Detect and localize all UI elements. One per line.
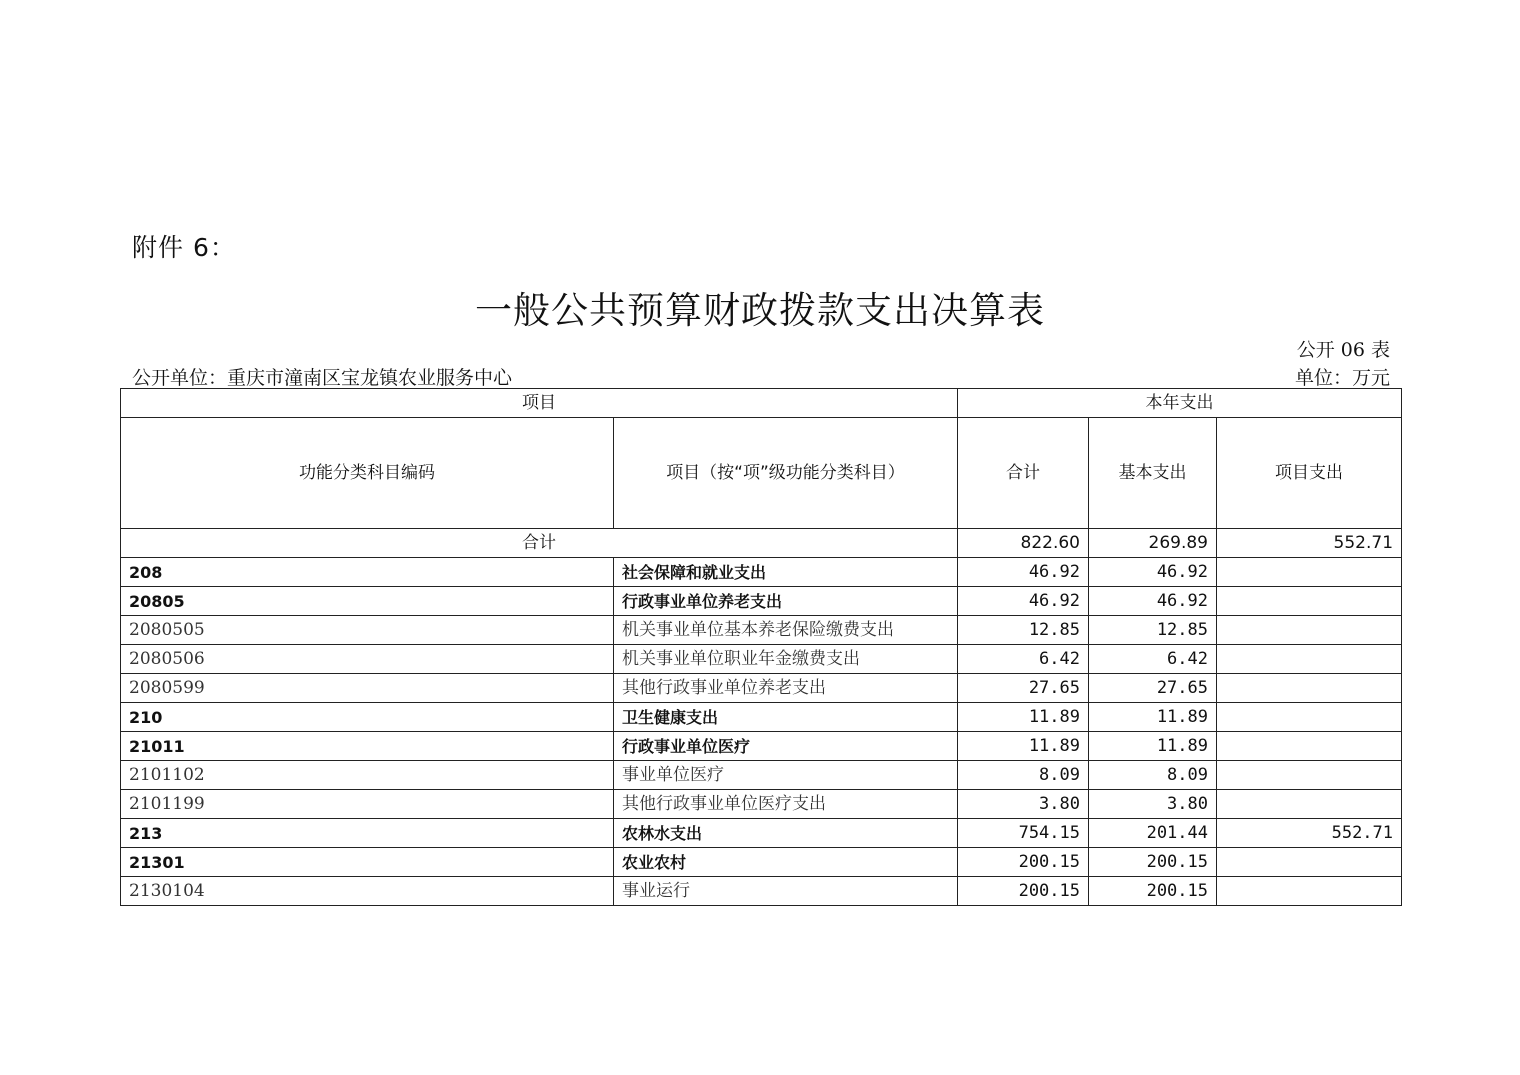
cell-code: 2101199	[121, 790, 614, 819]
table-row	[121, 877, 1402, 906]
cell-code: 210	[121, 703, 614, 732]
cell-project	[1217, 616, 1402, 645]
cell-project	[1217, 732, 1402, 761]
table-number: 公开 06 表	[1296, 339, 1390, 361]
cell-code: 21011	[121, 732, 614, 761]
expenditure-table	[120, 388, 1402, 906]
cell-basic: 27.65	[1089, 674, 1217, 703]
cell-code: 208	[121, 558, 614, 587]
cell-total: 8.09	[958, 761, 1089, 790]
cell-name: 行政事业单位医疗	[614, 732, 958, 761]
cell-total: 6.42	[958, 645, 1089, 674]
cell-name: 其他行政事业单位医疗支出	[614, 790, 958, 819]
cell-code: 213	[121, 819, 614, 848]
cell-name: 其他行政事业单位养老支出	[614, 674, 958, 703]
cell-project	[1217, 703, 1402, 732]
cell-total: 12.85	[958, 616, 1089, 645]
cell-code: 2080506	[121, 645, 614, 674]
total-label: 合计	[121, 529, 958, 558]
header-name: 项目（按“项”级功能分类科目）	[614, 418, 958, 529]
cell-basic: 6.42	[1089, 645, 1217, 674]
cell-basic: 200.15	[1089, 877, 1217, 906]
cell-name: 农业农村	[614, 848, 958, 877]
cell-project	[1217, 761, 1402, 790]
cell-basic: 46.92	[1089, 587, 1217, 616]
cell-basic: 12.85	[1089, 616, 1217, 645]
cell-name: 农林水支出	[614, 819, 958, 848]
table-row	[121, 819, 1402, 848]
cell-code: 21301	[121, 848, 614, 877]
header-code: 功能分类科目编码	[121, 418, 614, 529]
cell-total: 200.15	[958, 848, 1089, 877]
cell-name: 机关事业单位职业年金缴费支出	[614, 645, 958, 674]
cell-project	[1217, 558, 1402, 587]
cell-total: 46.92	[958, 558, 1089, 587]
header-basic: 基本支出	[1089, 418, 1217, 529]
cell-total: 3.80	[958, 790, 1089, 819]
cell-project	[1217, 645, 1402, 674]
table-row	[121, 645, 1402, 674]
table-row	[121, 790, 1402, 819]
cell-name: 机关事业单位基本养老保险缴费支出	[614, 616, 958, 645]
currency-unit: 单位：万元	[1294, 367, 1390, 389]
cell-project: 552.71	[1217, 819, 1402, 848]
cell-total: 11.89	[958, 703, 1089, 732]
cell-basic: 200.15	[1089, 848, 1217, 877]
table-row	[121, 703, 1402, 732]
table-row	[121, 848, 1402, 877]
cell-name: 行政事业单位养老支出	[614, 587, 958, 616]
cell-code: 2130104	[121, 877, 614, 906]
cell-project	[1217, 848, 1402, 877]
cell-total: 200.15	[958, 877, 1089, 906]
cell-code: 20805	[121, 587, 614, 616]
table-row	[121, 674, 1402, 703]
total-basic: 269.89	[1089, 529, 1217, 558]
total-project: 552.71	[1217, 529, 1402, 558]
cell-total: 27.65	[958, 674, 1089, 703]
cell-basic: 8.09	[1089, 761, 1217, 790]
cell-total: 46.92	[958, 587, 1089, 616]
table-row	[121, 732, 1402, 761]
reporting-unit: 公开单位：重庆市潼南区宝龙镇农业服务中心	[132, 367, 513, 389]
page-title: 一般公共预算财政拨款支出决算表	[475, 289, 1045, 332]
cell-project	[1217, 877, 1402, 906]
table-row	[121, 616, 1402, 645]
table-row	[121, 587, 1402, 616]
cell-code: 2101102	[121, 761, 614, 790]
cell-basic: 11.89	[1089, 703, 1217, 732]
cell-code: 2080599	[121, 674, 614, 703]
cell-project	[1217, 790, 1402, 819]
cell-project	[1217, 674, 1402, 703]
table-row	[121, 558, 1402, 587]
cell-total: 11.89	[958, 732, 1089, 761]
cell-name: 事业运行	[614, 877, 958, 906]
cell-basic: 3.80	[1089, 790, 1217, 819]
cell-name: 社会保障和就业支出	[614, 558, 958, 587]
total-row	[121, 529, 1402, 558]
total-sum: 822.60	[958, 529, 1089, 558]
header-group-item: 项目	[121, 389, 958, 418]
cell-name: 事业单位医疗	[614, 761, 958, 790]
cell-basic: 46.92	[1089, 558, 1217, 587]
header-total: 合计	[958, 418, 1089, 529]
cell-total: 754.15	[958, 819, 1089, 848]
cell-code: 2080505	[121, 616, 614, 645]
cell-basic: 11.89	[1089, 732, 1217, 761]
table-row	[121, 761, 1402, 790]
cell-project	[1217, 587, 1402, 616]
header-group-expense: 本年支出	[958, 389, 1402, 418]
attachment-label: 附件 6：	[132, 233, 236, 262]
header-project: 项目支出	[1217, 418, 1402, 529]
cell-name: 卫生健康支出	[614, 703, 958, 732]
cell-basic: 201.44	[1089, 819, 1217, 848]
